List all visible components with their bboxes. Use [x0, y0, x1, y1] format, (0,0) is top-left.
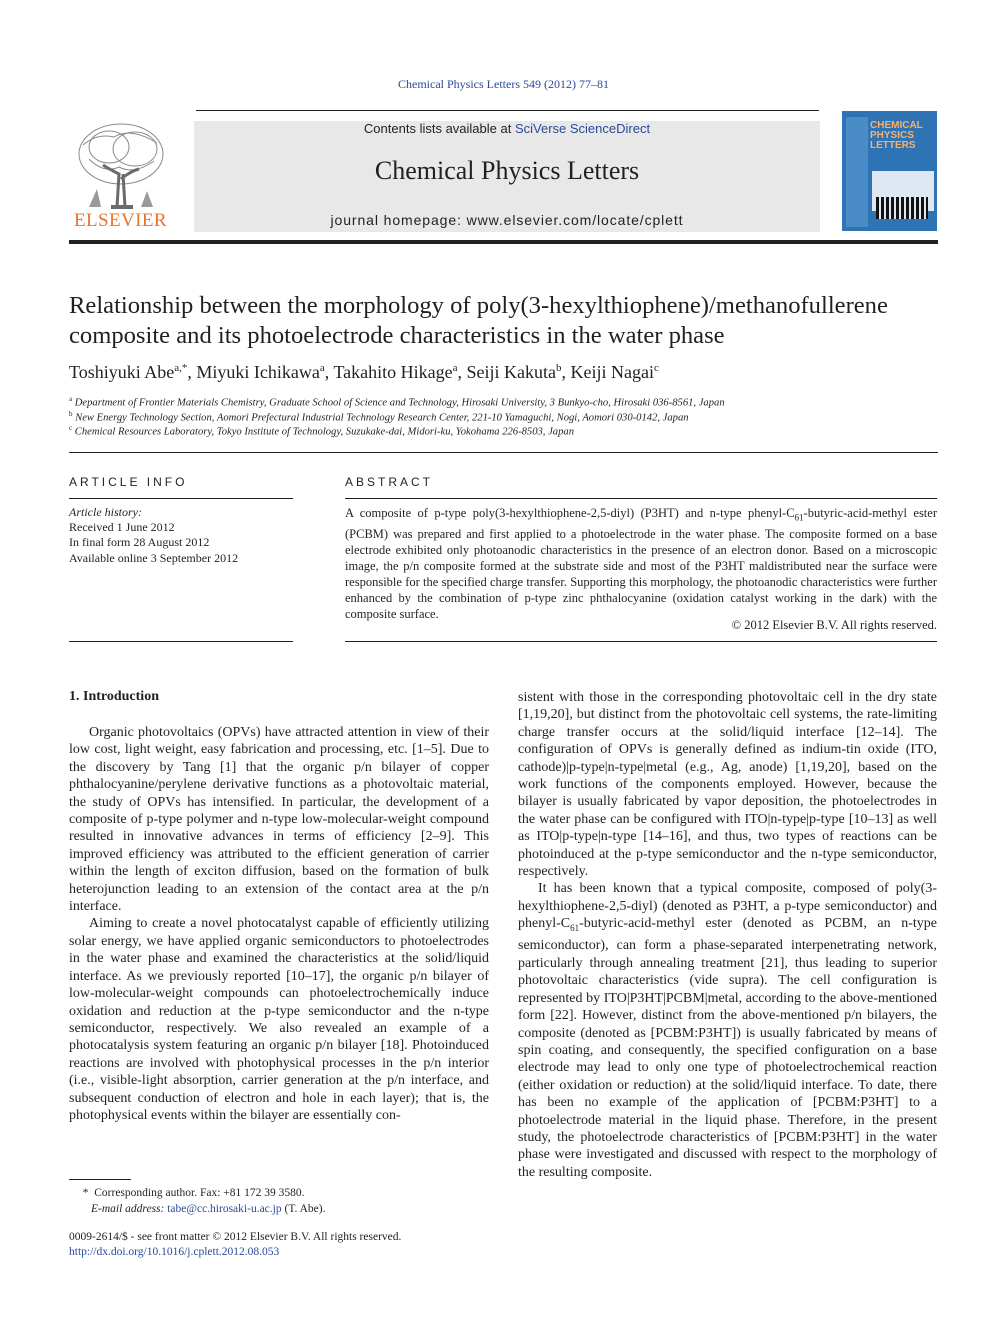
- affiliation: [69, 424, 939, 438]
- sciverse-link[interactable]: SciVerse ScienceDirect: [514, 121, 651, 136]
- cover-title: [870, 121, 930, 151]
- author-separator: ,: [187, 362, 197, 382]
- subscript: 61: [794, 512, 804, 523]
- issn-line: 0009-2614/$ - see front matter © 2012 Elsevier B.V. All rights reserved.: [69, 1231, 402, 1243]
- author-name: Seiji Kakuta: [466, 362, 557, 382]
- subscript: 61: [570, 923, 580, 934]
- affiliation-mark: b: [69, 410, 73, 418]
- header-thick-rule: [69, 240, 938, 244]
- paragraph: [518, 880, 937, 1181]
- homepage-prefix: journal homepage:: [330, 212, 467, 228]
- affiliation: [69, 410, 939, 424]
- article-info-heading: ARTICLE INFO: [69, 475, 188, 489]
- affiliation-text: Chemical Resources Laboratory, Tokyo Institute of Technology, Suzukake-dai, Midori-ku, Yokohama 226-8503, Japan: [74, 426, 574, 438]
- author-name: Takahito Hikage: [333, 362, 453, 382]
- paper-title: Relationship between the morphology of poly(3-hexylthiophene)/methanofullerene composite and its photoelectrode characteristics in the water phase: [69, 292, 888, 349]
- abstract-part: A composite of p-type poly(3-hexylthiophene-2,5-diyl) (P3HT) and n-type phenyl-C: [345, 506, 795, 520]
- divider: [69, 641, 293, 642]
- history-received: Received 1 June 2012: [69, 520, 175, 535]
- paragraph: Organic photovoltaics (OPVs) have attracted attention in view of their low cost, light weight, easy fabrication and processing, etc. [1–5]. Due to the discovery by Tang [1] that the organic p/n bilayer of copper phthalocyanine/perylene derivative functions as a photovoltaic material, the study of OPVs has intensified. In particular, the development of a composite of p-type polymer and n-type low-molecular-weight compound resulted in innovative advances in terms of efficiency [2–9]. This improved efficiency was attributed to the efficient generation of carrier within the length of exciton diffusion, based on the formation of bulk heterojunction leading to an extension of the contact area at the p/n interface.: [69, 725, 489, 915]
- contents-prefix: Contents lists available at: [363, 121, 515, 136]
- divider: [345, 641, 937, 642]
- history-online: Available online 3 September 2012: [69, 550, 239, 565]
- divider: [69, 498, 293, 499]
- paragraph: Aiming to create a novel photocatalyst capable of efficiently utilizing solar energy, we have applied organic semiconductors to photoelectrodes in the water phase and examined the characteristics at the solid/liquid interface. As we previously reported [10–17], the organic p/n bilayer of low-molecular-weight compounds can photoelectrochemically induce oxidation and reduction at the p-type semiconductor and the n-type semiconductor, respectively. We also revealed an example of a photocatalysis system featuring an organic p/n bilayer [18]. Photoinduced reactions are involved with photophysical processes in the p/n interior (i.e., visible-light absorption, carrier generation at the p/n interface, and subsequent conduction of electron and hole in each layer); that is, the photophysical events within the bilayer are essentially con-: [69, 916, 489, 1123]
- divider: [69, 452, 938, 453]
- cover-stripe: [846, 117, 868, 227]
- affiliation-mark: a: [69, 395, 73, 403]
- cover-barcode-graphic: [876, 197, 928, 219]
- homepage-url[interactable]: www.elsevier.com/locate/cplett: [466, 212, 684, 228]
- paragraph: sistent with those in the corresponding photovoltaic cell in the dry state [1,19,20], but distinct from the photovoltaic cell systems, the rate-limiting charge transfer occurs at the solid/liquid interface [12–14]. The configuration of OPVs is generally defined as indium-tin oxide (ITO, cathode)|p-type|n-type|metal (e.g., Ag, anode) [1,19,20], based on the work functions of the components employed. However, because the bilayer is usually fabricated by vapor deposition, the photoelectrodes in the water phase can be configured with ITO|n-type|p-type [10–13] as well as ITO|p-type|n-type [14–16], and thus, two types of reactions can be photoinduced at the p-type semiconductor and the n-type semiconductor, respectively.: [518, 690, 937, 880]
- left-column: [69, 724, 489, 1124]
- author-list: [69, 362, 939, 383]
- email-link[interactable]: tabe@cc.hirosaki-u.ac.jp: [167, 1202, 282, 1215]
- email-label: E-mail address:: [91, 1202, 168, 1215]
- author-separator: ,: [561, 362, 571, 382]
- doi-url[interactable]: http://dx.doi.org/10.1016/j.cplett.2012.08.053: [69, 1246, 280, 1258]
- doi-link[interactable]: [69, 1245, 499, 1261]
- paragraph-part: -butyric-acid-methyl ester (denoted as PCBM, an n-type semiconductor), can form a phase-separated interpenetrating network, particularly through annealing treatment [21], thus leading to superior photovoltaic characteristics (vide supra). The cell configuration is represented by ITO|P3HT|PCBM|metal, according to the above-mentioned form [22]. However, distinct from the above-mentioned p/n bilayers, the composite (denoted as [PCBM:P3HT]) is usually fabricated by means of spin coating, and consequently, the specified configuration on a base electrode may lead to only one type of photoelectrochemical reaction (either oxidation or reduction) at the solid/liquid interface. To date, there has been no example of the application of [PCBM:P3HT] to a photoelectrode material in the liquid phase. Therefore, in the present study, the photoelectrode characteristics of [PCBM:P3HT] in the water phase were investigated and discussed with respect to the morphology of the resulting composite.: [518, 916, 937, 1180]
- header-rule: [196, 110, 819, 111]
- abstract-heading: ABSTRACT: [345, 475, 434, 489]
- right-column: [518, 689, 937, 1181]
- divider: [345, 498, 937, 499]
- paragraph-part: It has been known that a typical composite, composed of poly(3-hexylthiophene-2,5-diyl) (denoted as P3HT, a p-type semiconductor) and phenyl-C: [518, 881, 937, 932]
- corresponding-author-note: * Corresponding author. Fax: +81 172 39 3580. E-mail address: tabe@cc.hirosaki-u.ac.jp (T. Abe).: [77, 1187, 326, 1215]
- affiliation-text: Department of Frontier Materials Chemistry, Graduate School of Science and Technology, Hirosaki University, 3 Bunkyo-cho, Hirosaki 036-8561, Japan: [74, 397, 725, 409]
- author-affiliation-mark[interactable]: a: [452, 362, 458, 374]
- history-label: Article history:: [69, 505, 142, 519]
- footnote-rule: [69, 1179, 131, 1180]
- contents-line: [194, 121, 820, 136]
- corresponding-text: Corresponding author. Fax: +81 172 39 3580.: [94, 1187, 305, 1199]
- author-affiliation-mark[interactable]: a: [319, 362, 325, 374]
- author-affiliation-mark[interactable]: a,*: [174, 362, 188, 374]
- author-affiliation-mark[interactable]: b: [556, 362, 562, 374]
- journal-title: Chemical Physics Letters: [374, 156, 640, 185]
- affiliation-mark: c: [69, 424, 73, 432]
- cover-title-line: CHEMICAL: [870, 120, 923, 131]
- abstract-text: [345, 505, 937, 622]
- author-name: Toshiyuki Abe: [69, 362, 175, 382]
- journal-homepage: [194, 212, 820, 228]
- abstract-part: -butyric-acid-methyl ester (PCBM) was prepared and first applied to a photoelectrode in the water phase. The composite formed on a base electrode exhibited only photoanodic characteristics in the presence of an electron donor. Based on a microscopic image, the p/n composite formed at the substrate side and most of the P3HT maldistributed near the surface were responsible for the specified charge transfer. Supporting this morphology, the photoanodic characteristics were further enhanced by the combination of p-type zinc phthalocyanine (oxidation catalyst working in the dark) with the composite surface.: [345, 506, 937, 621]
- history-final-form: In final form 28 August 2012: [69, 535, 210, 550]
- elsevier-wordmark: ELSEVIER: [74, 210, 167, 231]
- author-name: Miyuki Ichikawa: [196, 362, 320, 382]
- journal-reference[interactable]: Chemical Physics Letters 549 (2012) 77–81: [398, 77, 609, 91]
- email-suffix: (T. Abe).: [281, 1202, 326, 1215]
- cover-title-line: PHYSICS: [870, 130, 914, 141]
- author-separator: ,: [324, 362, 334, 382]
- affiliation: [69, 395, 939, 409]
- cover-title-line: LETTERS: [870, 140, 916, 151]
- author-affiliation-mark[interactable]: c: [654, 362, 659, 374]
- section-heading: 1. Introduction: [69, 689, 159, 704]
- author-separator: ,: [457, 362, 467, 382]
- author-name: Keiji Nagai: [570, 362, 654, 382]
- affiliation-text: New Energy Technology Section, Aomori Prefectural Industrial Technology Research Center, 221-10 Yamaguchi, Nogi, Aomori 030-0142, Japan: [75, 412, 689, 424]
- article-history: [69, 505, 294, 566]
- abstract-copyright: © 2012 Elsevier B.V. All rights reserved.: [731, 618, 937, 632]
